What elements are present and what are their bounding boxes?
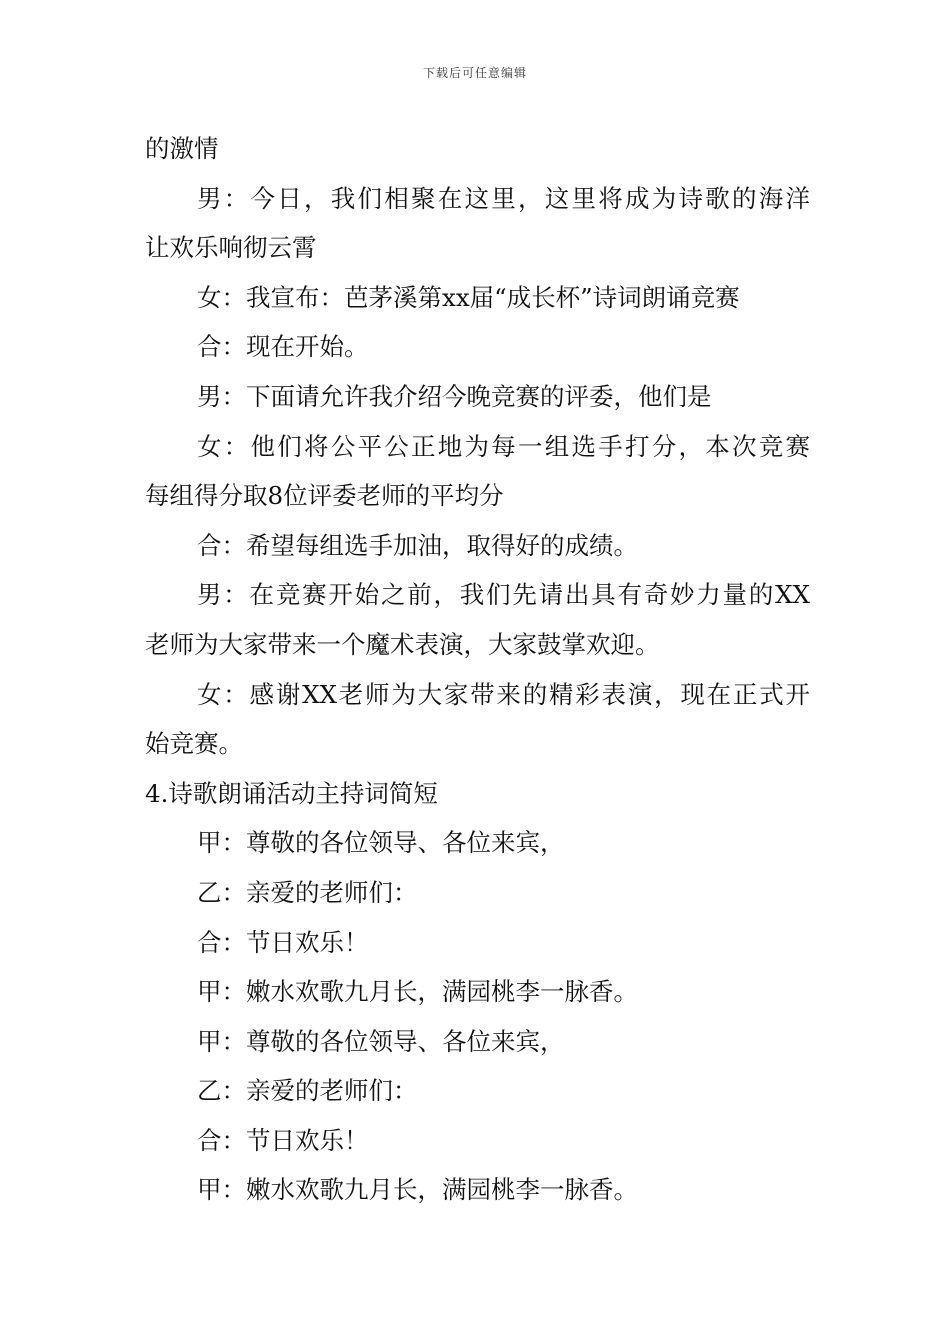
text-line: 甲：尊敬的各位领导、各位来宾，: [197, 1026, 565, 1056]
text-line: 始竞赛。: [145, 729, 243, 759]
text-line: 4.诗歌朗诵活动主持词简短: [145, 778, 438, 808]
text-line: 女：他们将公平公正地为每一组选手打分，本次竞赛: [197, 431, 810, 461]
text-line: 老师为大家带来一个魔术表演，大家鼓掌欢迎。: [145, 629, 660, 659]
text-line: 甲：嫩水欢歌九月长，满园桃李一脉香。: [197, 977, 638, 1007]
text-line: 甲：尊敬的各位领导、各位来宾，: [197, 828, 565, 858]
text-line: 每组得分取8位评委老师的平均分: [145, 481, 504, 511]
text-line: 合：希望每组选手加油，取得好的成绩。: [197, 530, 638, 560]
text-line: 乙：亲爱的老师们：: [197, 877, 418, 907]
text-line: 女：感谢XX老师为大家带来的精彩表演，现在正式开: [197, 679, 810, 709]
text-line: 的激情: [145, 134, 219, 163]
text-line: 女：我宣布：芭茅溪第xx届“成长杯”诗词朗诵竞赛: [197, 282, 740, 312]
text-line: 甲：嫩水欢歌九月长，满园桃李一脉香。: [197, 1175, 638, 1205]
text-line: 男：今日，我们相聚在这里，这里将成为诗歌的海洋: [197, 183, 810, 213]
page-header: 下载后可任意编辑: [422, 66, 527, 80]
document-body: [145, 124, 810, 1215]
text-line: 合：现在开始。: [197, 332, 369, 362]
text-line: 合：节日欢乐！: [197, 927, 369, 957]
text-line: 乙：亲爱的老师们：: [197, 1076, 418, 1106]
text-line: 男：下面请允许我介绍今晚竞赛的评委，他们是: [197, 381, 712, 411]
text-line: 合：节日欢乐！: [197, 1125, 369, 1155]
text-line: 男：在竞赛开始之前，我们先请出具有奇妙力量的XX: [197, 580, 810, 610]
text-line: 让欢乐响彻云霄: [145, 233, 317, 263]
